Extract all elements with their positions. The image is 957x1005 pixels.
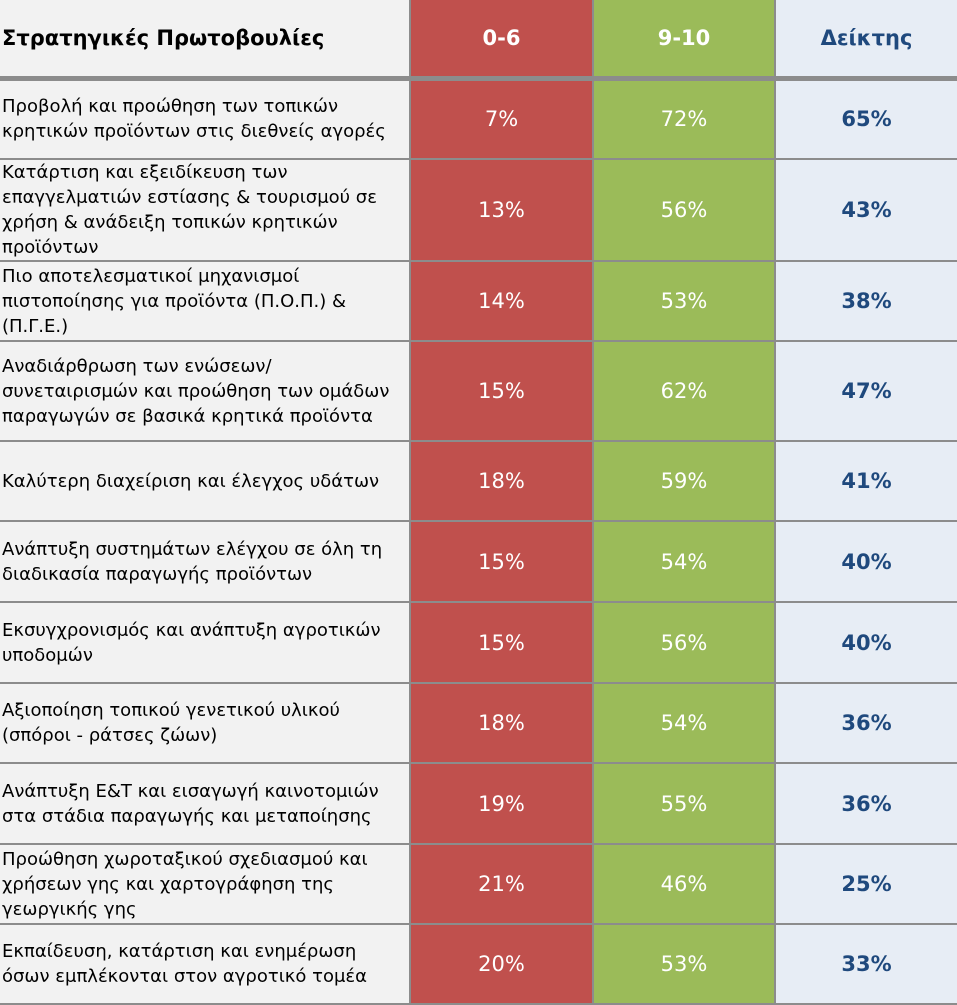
score-9-10-cell: 53% <box>593 924 775 1004</box>
score-0-6-cell: 15% <box>410 521 593 602</box>
initiative-label: Προβολή και προώθηση των τοπικών κρητικών προϊόντων στις διεθνείς αγορές <box>0 78 410 159</box>
header-score-0-6: 0-6 <box>410 0 593 78</box>
initiative-label: Πιο αποτελεσματικοί μηχανισμοί πιστοποίησης για προϊόντα (Π.Ο.Π.) & (Π.Γ.Ε.) <box>0 261 410 341</box>
score-0-6-cell: 15% <box>410 341 593 441</box>
initiative-label: Καλύτερη διαχείριση και έλεγχος υδάτων <box>0 441 410 521</box>
table-row <box>0 78 957 159</box>
index-cell: 40% <box>775 521 957 602</box>
index-cell: 47% <box>775 341 957 441</box>
table-row <box>0 521 957 602</box>
index-cell: 33% <box>775 924 957 1004</box>
table-row <box>0 341 957 441</box>
score-9-10-cell: 54% <box>593 521 775 602</box>
initiative-label: Προώθηση χωροταξικού σχεδιασμού και χρήσεων γης και χαρτογράφηση της γεωργικής γης <box>0 844 410 924</box>
score-9-10-cell: 56% <box>593 159 775 261</box>
header-row <box>0 0 957 78</box>
score-0-6-cell: 21% <box>410 844 593 924</box>
header-score-9-10: 9-10 <box>593 0 775 78</box>
table-body <box>0 78 957 1004</box>
initiative-label: Ανάπτυξη συστημάτων ελέγχου σε όλη τη διαδικασία παραγωγής προϊόντων <box>0 521 410 602</box>
index-cell: 65% <box>775 78 957 159</box>
table-row <box>0 441 957 521</box>
score-9-10-cell: 62% <box>593 341 775 441</box>
initiative-label: Κατάρτιση και εξειδίκευση των επαγγελματιών εστίασης & τουρισμού σε χρήση & ανάδειξη τοπικών κρητικών προϊόντων <box>0 159 410 261</box>
score-0-6-cell: 7% <box>410 78 593 159</box>
table-row <box>0 159 957 261</box>
index-cell: 38% <box>775 261 957 341</box>
index-cell: 36% <box>775 763 957 844</box>
score-9-10-cell: 46% <box>593 844 775 924</box>
initiative-label: Ανάπτυξη Ε&Τ και εισαγωγή καινοτομιών στα στάδια παραγωγής και μεταποίησης <box>0 763 410 844</box>
index-cell: 25% <box>775 844 957 924</box>
table-row <box>0 924 957 1004</box>
score-9-10-cell: 72% <box>593 78 775 159</box>
score-0-6-cell: 15% <box>410 602 593 683</box>
score-9-10-cell: 54% <box>593 683 775 763</box>
header-index: Δείκτης <box>775 0 957 78</box>
table-row <box>0 844 957 924</box>
index-cell: 43% <box>775 159 957 261</box>
score-9-10-cell: 56% <box>593 602 775 683</box>
table-header <box>0 0 957 78</box>
index-cell: 40% <box>775 602 957 683</box>
initiative-label: Εκπαίδευση, κατάρτιση και ενημέρωση όσων εμπλέκονται στον αγροτικό τομέα <box>0 924 410 1004</box>
table-row <box>0 602 957 683</box>
initiative-label: Αναδιάρθρωση των ενώσεων/συνεταιρισμών και προώθηση των ομάδων παραγωγών σε βασικά κρητικά προϊόντα <box>0 341 410 441</box>
score-9-10-cell: 55% <box>593 763 775 844</box>
score-0-6-cell: 18% <box>410 441 593 521</box>
index-cell: 41% <box>775 441 957 521</box>
index-cell: 36% <box>775 683 957 763</box>
score-0-6-cell: 20% <box>410 924 593 1004</box>
table-row <box>0 763 957 844</box>
table-row <box>0 683 957 763</box>
initiative-label: Αξιοποίηση τοπικού γενετικού υλικού (σπόροι - ράτσες ζώων) <box>0 683 410 763</box>
score-0-6-cell: 13% <box>410 159 593 261</box>
score-0-6-cell: 19% <box>410 763 593 844</box>
score-9-10-cell: 59% <box>593 441 775 521</box>
initiative-label: Εκσυγχρονισμός και ανάπτυξη αγροτικών υποδομών <box>0 602 410 683</box>
score-0-6-cell: 14% <box>410 261 593 341</box>
table-row <box>0 261 957 341</box>
score-9-10-cell: 53% <box>593 261 775 341</box>
score-0-6-cell: 18% <box>410 683 593 763</box>
header-initiatives: Στρατηγικές Πρωτοβουλίες <box>0 0 410 78</box>
